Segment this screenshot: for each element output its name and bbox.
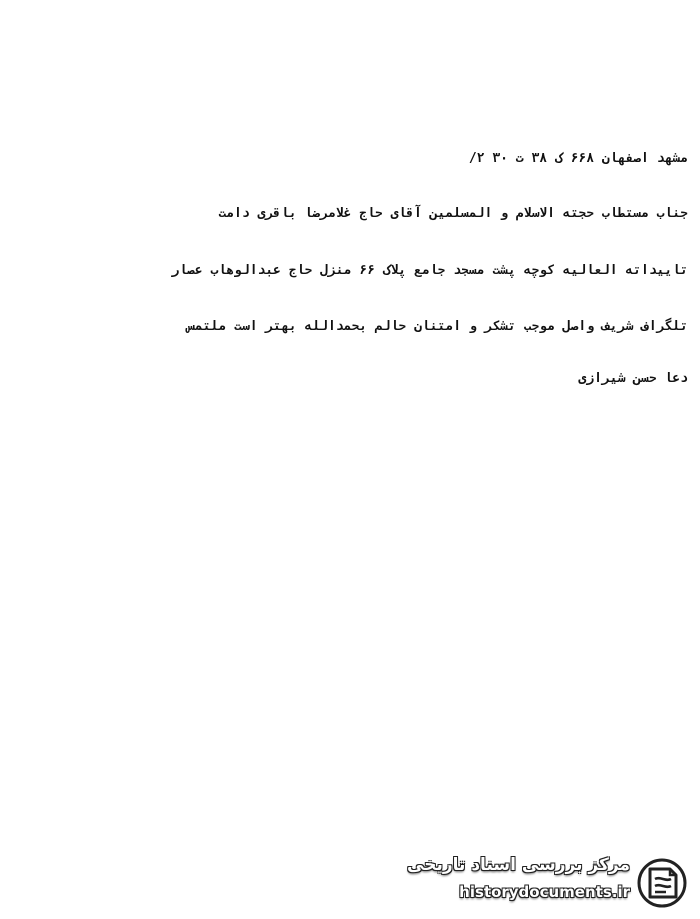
telegram-addressee-line: جناب مستطاب حجته الاسلام و المسلمین آقای حاج غلامرضا باقری دامت (218, 206, 688, 221)
archive-watermark (402, 853, 692, 911)
watermark-url: historydocuments.ir (459, 883, 630, 901)
telegram-header-line: مشهد اصفهان ۶۶۸ ک ۳۸ ت ۳۰ ۲/ (468, 151, 688, 166)
telegram-message-line: تلگراف شریف واصل موجب تشکر و امتنان حالم بحمدالله بهتر است ملتمس (187, 319, 688, 334)
document-archive-logo-icon (636, 857, 688, 909)
telegram-signature-line: دعا حسن شیرازی (578, 371, 688, 386)
telegram-address-line: تاییداته العالیه کوچه پشت مسجد جامع پلاک ۶۶ منزل حاج عبدالوهاب عصار (171, 263, 688, 278)
watermark-title: مرکز بررسی اسناد تاریخی (407, 855, 630, 875)
